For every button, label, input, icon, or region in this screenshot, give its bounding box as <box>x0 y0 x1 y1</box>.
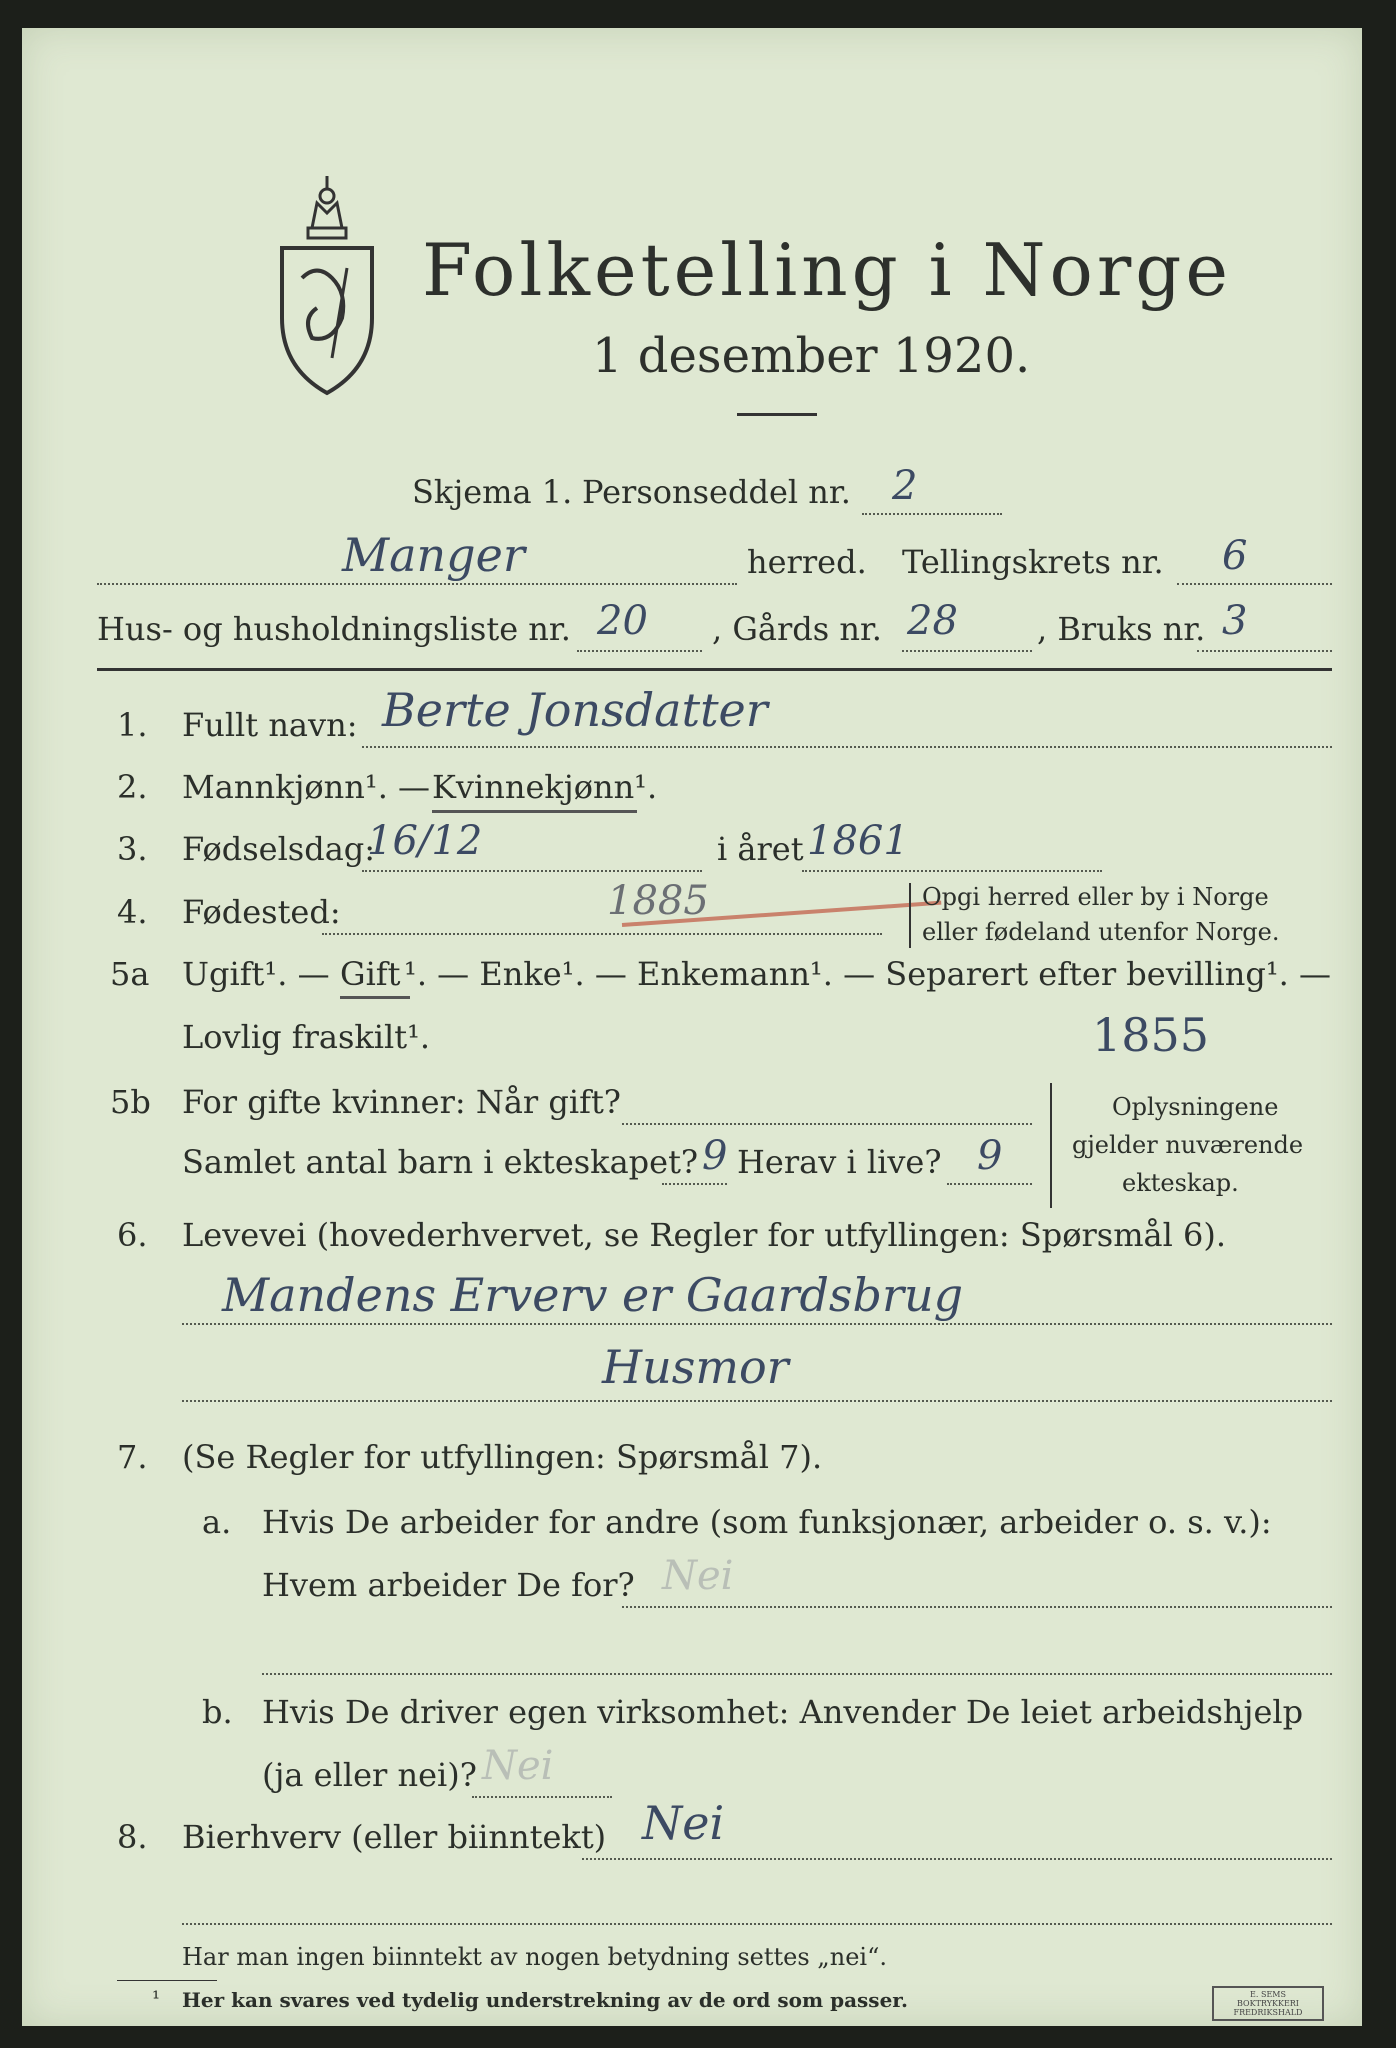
hus-label: Hus- og husholdningsliste nr. <box>97 610 571 648</box>
title-divider <box>737 413 817 416</box>
q7b-line2: (ja eller nei)? <box>262 1756 477 1794</box>
q3-number: 3. <box>117 830 148 868</box>
q4-birthplace-value[interactable]: 1885 <box>607 878 709 924</box>
q5b-live-label: Herav i live? <box>737 1143 942 1181</box>
personseddel-label: Personseddel nr. <box>582 473 851 511</box>
q2-number: 2. <box>117 768 148 806</box>
q6-number: 6. <box>117 1216 148 1254</box>
q4-field-line <box>322 933 882 935</box>
gards-label: , Gårds nr. <box>712 610 882 648</box>
q3-birthday-value[interactable]: 16/12 <box>367 818 483 864</box>
q3-year-value[interactable]: 1861 <box>807 818 909 864</box>
q5b-number: 5b <box>110 1083 151 1121</box>
q5b-note-line3: ekteskap. <box>1122 1169 1239 1197</box>
q7b-field-line <box>472 1796 612 1798</box>
q3-year-field-line <box>802 870 1102 872</box>
q5b-note-line1: Oplysningene <box>1112 1093 1279 1121</box>
footer-rule <box>117 1980 217 1981</box>
bruks-label: , Bruks nr. <box>1037 610 1206 648</box>
q7b-line1: Hvis De driver egen virksomhet: Anvender De leiet arbeidshjelp <box>262 1693 1304 1731</box>
q5b-barn-label: Samlet antal barn i ekteskapet? <box>182 1143 699 1181</box>
tellingskrets-label: Tellingskrets nr. <box>902 543 1164 581</box>
q5b-live-field-line <box>947 1183 1032 1185</box>
q5b-barn-field-line <box>662 1183 727 1185</box>
footnote-mark: ¹ <box>152 1986 161 2010</box>
q8-label: Bierhverv (eller biinntekt) <box>182 1818 607 1856</box>
q5b-note-brace <box>1050 1083 1056 1208</box>
q5a-other-options: ¹. — Enke¹. — Enkemann¹. — Separert efter bevilling¹. — <box>404 955 1331 993</box>
q6-value-line1[interactable]: Mandens Erverv er Gaardsbrug <box>222 1268 964 1322</box>
norway-coat-of-arms-icon <box>272 168 382 398</box>
q6-field-line1 <box>182 1323 1332 1325</box>
q7b-value[interactable]: Nei <box>482 1743 554 1789</box>
q8-field-line1 <box>582 1858 1332 1860</box>
q7a-field-line1 <box>622 1606 1332 1608</box>
personseddel-value[interactable]: 2 <box>892 463 918 509</box>
q3-label: Fødselsdag: <box>182 830 376 868</box>
tellingskrets-field-line <box>1177 583 1332 585</box>
form-title: Folketelling i Norge <box>422 228 1232 312</box>
q1-field-line <box>362 746 1332 748</box>
q1-full-name-value[interactable]: Berte Jonsdatter <box>382 683 768 737</box>
q7a-value[interactable]: Nei <box>662 1553 734 1599</box>
q5b-note-line2: gjelder nuværende <box>1072 1131 1304 1159</box>
q5b-nar-gift-label: For gifte kvinner: Når gift? <box>182 1083 621 1121</box>
q5a-number: 5a <box>110 955 150 993</box>
q6-value-line2[interactable]: Husmor <box>602 1340 789 1394</box>
q4-label: Fødested: <box>182 893 341 931</box>
q7a-line1: Hvis De arbeider for andre (som funksjonær, arbeider o. s. v.): <box>262 1503 1272 1541</box>
skjema-label: Skjema 1. <box>412 473 573 511</box>
q4-number: 4. <box>117 893 148 931</box>
footer-note: Har man ingen biinntekt av nogen betydning settes „nei“. <box>182 1943 887 1971</box>
q6-label: Levevei (hovederhvervet, se Regler for utfyllingen: Spørsmål 6). <box>182 1216 1227 1254</box>
form-date: 1 desember 1920. <box>592 328 1031 384</box>
q2-kvinnekjonn-underline <box>432 810 637 813</box>
census-form-sheet <box>22 28 1362 2026</box>
tellingskrets-value[interactable]: 6 <box>1222 533 1248 579</box>
q8-number: 8. <box>117 1818 148 1856</box>
q2-mannkjonn: Mannkjønn¹. — <box>182 768 431 806</box>
q5b-barn-value[interactable]: 9 <box>702 1133 728 1179</box>
header-rule <box>97 668 1332 671</box>
q1-label: Fullt navn: <box>182 706 358 744</box>
footnote-text: Her kan svares ved tydelig understrekning av de ord som passer. <box>182 1988 908 2012</box>
q7-label: (Se Regler for utfyllingen: Spørsmål 7). <box>182 1438 823 1476</box>
q3-day-field-line <box>362 870 702 872</box>
hus-value[interactable]: 20 <box>597 598 648 644</box>
bruks-field-line <box>1197 650 1332 652</box>
q8-value[interactable]: Nei <box>642 1796 725 1850</box>
q8-field-line2 <box>182 1923 1332 1925</box>
q7b-letter: b. <box>202 1693 233 1731</box>
q3-year-label: i året <box>717 830 804 868</box>
q5a-gift-underline <box>340 996 410 999</box>
q7a-line2: Hvem arbeider De for? <box>262 1566 635 1604</box>
q5a-margin-year: 1855 <box>1092 1008 1210 1062</box>
printer-stamp: E. SEMS BOKTRYKKERI FREDRIKSHALD <box>1212 1986 1324 2021</box>
q7-number: 7. <box>117 1438 148 1476</box>
q2-kvinnekjonn[interactable]: Kvinnekjønn¹. <box>432 768 658 806</box>
q1-number: 1. <box>117 706 148 744</box>
q7a-field-line2 <box>262 1673 1332 1675</box>
q7a-letter: a. <box>202 1503 232 1541</box>
herred-field-line <box>97 583 737 585</box>
herred-label: herred. <box>747 543 867 581</box>
gards-value[interactable]: 28 <box>907 598 958 644</box>
q4-note-brace <box>909 883 915 948</box>
q6-field-line2 <box>182 1400 1332 1402</box>
q4-note-line1: Opgi herred eller by i Norge <box>922 883 1269 911</box>
q4-note-line2: eller fødeland utenfor Norge. <box>922 918 1280 946</box>
q5a-lovlig-fraskilt: Lovlig fraskilt¹. <box>182 1018 431 1056</box>
q5a-gift[interactable]: Gift <box>340 955 401 993</box>
hus-field-line <box>577 650 702 652</box>
q5b-nar-gift-field-line <box>622 1123 1032 1125</box>
gards-field-line <box>902 650 1032 652</box>
q5b-live-value[interactable]: 9 <box>977 1133 1003 1179</box>
personseddel-field-line <box>862 513 1002 515</box>
q5a-ugift: Ugift¹. — <box>182 955 330 993</box>
bruks-value[interactable]: 3 <box>1222 598 1248 644</box>
herred-value[interactable]: Manger <box>342 528 525 582</box>
